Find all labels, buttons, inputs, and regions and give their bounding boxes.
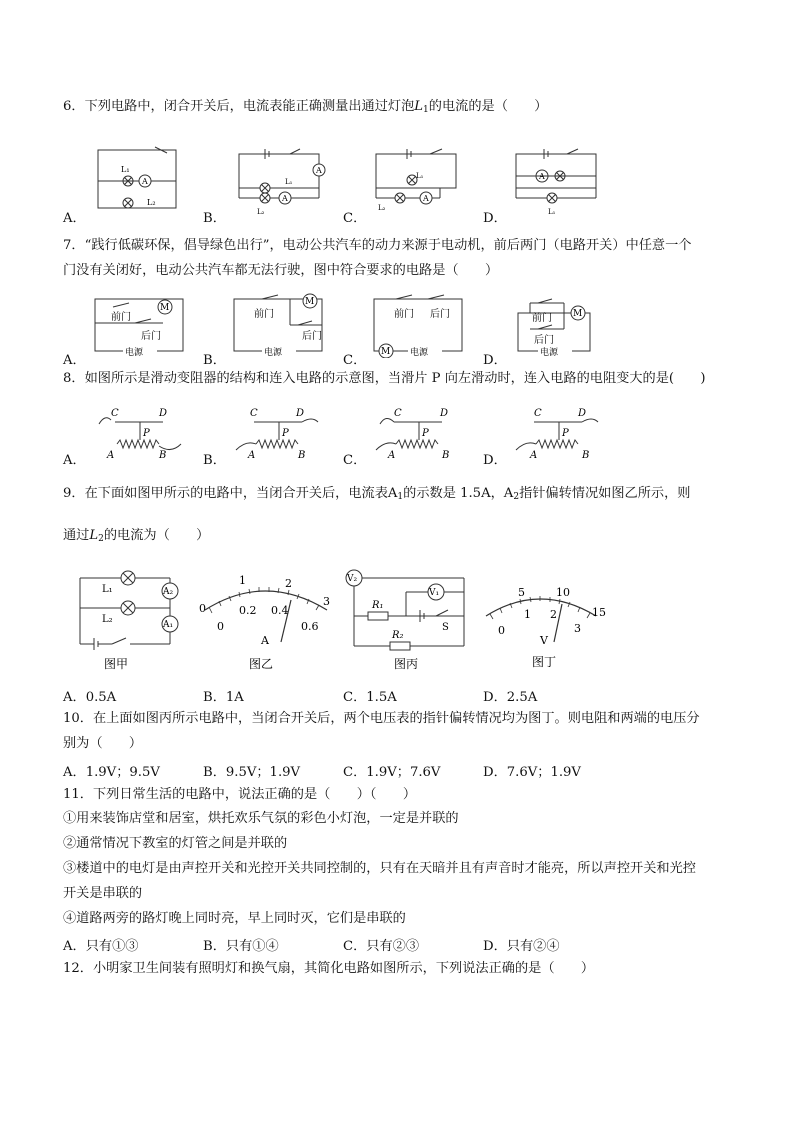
q9-jia-l2: L₂ (102, 614, 113, 625)
q7-d-front: 前门 (532, 313, 552, 324)
q9-option-a[interactable]: A．0.5A (63, 690, 117, 705)
svg-text:A: A (423, 194, 429, 203)
q7-d-motor: M (573, 309, 583, 319)
q9-ding-top-0: 5 (518, 586, 525, 599)
svg-text:L₂: L₂ (147, 198, 156, 207)
svg-text:A: A (539, 172, 545, 181)
q7-option-c[interactable]: C． (343, 353, 367, 368)
q7-circuit-d (512, 293, 612, 358)
q8-stem: 8．如图所示是滑动变阻器的结构和连入电路的示意图，当滑片 P 向左滑动时，连入电路的电阻变大的是( ) (63, 371, 706, 386)
q9-yi-bot-0: 0 (217, 620, 224, 633)
q8-c-c: C (394, 408, 402, 419)
q9-bing-v2: V₂ (347, 574, 358, 584)
q7-b-power: 电源 (264, 348, 283, 358)
q8-d-d: D (578, 408, 587, 419)
q6-text-post: 的电流的是（ ） (428, 99, 548, 114)
q6-circuit-d (512, 148, 607, 218)
q9-ding-bot-0: 0 (498, 624, 505, 637)
q11-item-3: ③楼道中的电灯是由声控开关和光控开关共同控制的，只有在天暗并且有声音时才能亮，所以声控开关和光控 (63, 861, 696, 876)
q8-d-a: A (530, 450, 538, 461)
q9-bing-v1: V₁ (429, 588, 440, 598)
q8-c-p: P (422, 428, 429, 439)
q9-stem-line1 (63, 485, 691, 506)
q9-ding-bot-3: 3 (574, 622, 581, 635)
q8-d-c: C (534, 408, 542, 419)
q12-stem: 12．小明家卫生间装有照明灯和换气扇，其简化电路如图所示，下列说法正确的是（ ） (63, 961, 595, 976)
q9-fig-yi (195, 572, 340, 676)
q10-option-d[interactable]: D．7.6V；1.9V (483, 765, 581, 780)
q11-item-1: ①用来装饰店堂和居室，烘托欢乐气氛的彩色小灯泡，一定是并联的 (63, 811, 459, 826)
q9-ding-unit: V (540, 634, 548, 647)
q9-bing-s: S (442, 622, 449, 633)
q10-option-a[interactable]: A．1.9V；9.5V (63, 765, 160, 780)
q9-text-pre: 9．在下面如图甲所示的电路中，当闭合开关后，电流表 (63, 486, 388, 501)
q9-yi-bot-1: 0.2 (239, 604, 257, 617)
q8-rheostat-a (93, 402, 193, 462)
q9-line2-post: 的电流为（ ） (103, 528, 210, 543)
svg-text:A: A (142, 177, 148, 186)
q9-l2: L (89, 528, 99, 543)
q6-circuit-a (95, 145, 185, 215)
q8-b-c: C (250, 408, 258, 419)
q6-circuit-b (235, 148, 330, 218)
q11-item-2: ②通常情况下教室的灯管之间是并联的 (63, 836, 288, 851)
q9-a2: A (503, 486, 514, 501)
q9-jia-a2: A₂ (163, 587, 174, 597)
q9-line2-pre: 通过 (63, 528, 90, 543)
q11-option-d[interactable]: D．只有②④ (483, 939, 560, 954)
q8-a-d: D (159, 408, 168, 419)
q9-caption-yi: 图乙 (249, 657, 274, 671)
q9-ding-bot-2: 2 (550, 608, 557, 621)
q7-option-a[interactable]: A． (63, 353, 86, 368)
q9-yi-top-0: 0 (199, 602, 206, 615)
q6-option-b[interactable]: B． (203, 211, 226, 226)
q8-b-a: A (248, 450, 256, 461)
q7-b-front: 前门 (254, 309, 274, 320)
q11-option-c[interactable]: C．只有②③ (343, 939, 420, 954)
q7-circuit-b (232, 293, 332, 358)
q10-option-c[interactable]: C．1.9V；7.6V (343, 765, 441, 780)
q9-yi-top-1: 1 (239, 574, 246, 587)
q9-yi-top-2: 2 (285, 577, 292, 590)
q8-rheostat-d (512, 402, 612, 462)
q11-stem: 11．下列日常生活的电路中，说法正确的是（ ）（ ） (63, 787, 417, 802)
svg-text:A: A (282, 194, 288, 203)
q11-item-4: ④道路两旁的路灯晚上同时亮，早上同时灭，它们是串联的 (63, 911, 406, 926)
q8-option-b[interactable]: B． (203, 453, 226, 468)
q9-option-b[interactable]: B．1A (203, 690, 244, 705)
q9-ding-top-1: 10 (556, 586, 570, 599)
svg-text:L₁: L₁ (285, 178, 293, 186)
q7-d-power: 电源 (540, 348, 559, 358)
q8-rheostat-c (372, 402, 472, 462)
q8-a-b: B (159, 450, 167, 461)
q11-item-3-cont: 开关是串联的 (63, 886, 143, 901)
q11-option-b[interactable]: B．只有①④ (203, 939, 279, 954)
q9-a2-sub: 2 (513, 492, 520, 502)
q6-sub: 1 (423, 105, 429, 115)
svg-text:L₂: L₂ (257, 208, 265, 216)
svg-text:L₁: L₁ (121, 165, 130, 174)
q9-caption-ding: 图丁 (532, 655, 557, 669)
q8-option-d[interactable]: D． (483, 453, 507, 468)
q7-c-front: 前门 (394, 309, 414, 320)
q10-stem-line2: 别为（ ） (63, 736, 143, 751)
q7-a-power: 电源 (125, 348, 144, 358)
q9-option-c[interactable]: C．1.5A (343, 690, 397, 705)
q7-option-b[interactable]: B． (203, 353, 226, 368)
q9-a1-sub: 1 (397, 492, 404, 502)
svg-text:A: A (316, 166, 322, 175)
q7-a-back: 后门 (141, 331, 161, 342)
q6-option-d[interactable]: D． (483, 211, 507, 226)
q7-b-back: 后门 (302, 331, 322, 342)
q7-a-front: 前门 (111, 312, 131, 323)
q9-bing-r1: R₁ (372, 600, 384, 611)
q6-option-a[interactable]: A． (63, 211, 86, 226)
q9-text-mid: 的示数是 1.5A， (403, 486, 504, 501)
q8-a-p: P (143, 428, 150, 439)
q9-fig-ding (478, 582, 608, 677)
q6-option-c[interactable]: C． (343, 211, 367, 226)
q6-stem (63, 98, 547, 119)
q8-c-d: D (440, 408, 449, 419)
q7-b-motor: M (305, 297, 315, 307)
q7-option-d[interactable]: D． (483, 353, 507, 368)
q8-option-c[interactable]: C． (343, 453, 367, 468)
q9-jia-l1: L₁ (102, 584, 113, 595)
q10-option-b[interactable]: B．9.5V；1.9V (203, 765, 301, 780)
q8-rheostat-b (232, 402, 332, 462)
q8-d-b: B (582, 450, 590, 461)
q7-stem-line1: 7．“践行低碳环保，倡导绿色出行”，电动公共汽车的动力来源于电动机，前后两门（电路开关）中任意一个 (63, 238, 692, 253)
q8-b-p: P (282, 428, 289, 439)
q9-yi-bot-3: 0.6 (301, 620, 319, 633)
q9-stem-line2 (63, 527, 209, 548)
q8-b-d: D (296, 408, 305, 419)
q8-d-p: P (562, 428, 569, 439)
q9-yi-unit: A (261, 634, 269, 647)
q9-a1: A (387, 486, 398, 501)
q10-stem-line1: 10．在上面如图丙所示电路中，当闭合开关后，两个电压表的指针偏转情况均为图丁。则电阻和两端的电压分 (63, 711, 700, 726)
q9-caption-bing: 图丙 (394, 657, 419, 671)
q6-var: L (414, 99, 424, 114)
q8-b-b: B (298, 450, 306, 461)
q9-yi-top-3: 3 (323, 595, 330, 608)
q8-a-a: A (107, 450, 115, 461)
q7-c-back: 后门 (430, 309, 450, 320)
q9-text-post: 指针偏转情况如图乙所示，则 (519, 486, 691, 501)
q6-circuit-c (372, 148, 467, 218)
q7-stem-line2: 门没有关闭好，电动公共汽车都无法行驶，图中符合要求的电路是（ ） (63, 263, 499, 278)
q9-fig-bing (344, 566, 474, 676)
q9-ding-bot-1: 1 (524, 608, 531, 621)
q8-c-a: A (388, 450, 396, 461)
q8-a-c: C (111, 408, 119, 419)
q9-option-d[interactable]: D．2.5A (483, 690, 538, 705)
q8-c-b: B (442, 450, 450, 461)
q9-bing-r2: R₂ (392, 630, 404, 641)
q9-ding-top-2: 15 (592, 606, 606, 619)
q7-a-motor: M (160, 303, 170, 313)
q7-c-power: 电源 (410, 348, 429, 358)
q7-d-back: 后门 (534, 335, 554, 346)
q11-option-a[interactable]: A．只有①③ (63, 939, 139, 954)
q8-option-a[interactable]: A． (63, 453, 86, 468)
q9-yi-bot-2: 0.4 (271, 604, 289, 617)
q7-circuit-a (93, 293, 193, 358)
q9-l2-sub: 2 (98, 534, 104, 544)
q6-text: 6．下列电路中，闭合开关后，电流表能正确测量出通过灯泡 (63, 99, 415, 114)
svg-text:L₁: L₁ (548, 208, 556, 216)
q7-circuit-c (372, 293, 472, 358)
svg-text:L₁: L₁ (416, 172, 424, 180)
q7-c-motor: M (381, 347, 391, 357)
q9-jia-a1: A₁ (163, 620, 174, 630)
svg-text:L₂: L₂ (378, 204, 386, 212)
q9-caption-jia: 图甲 (104, 657, 129, 671)
q9-fig-jia (70, 566, 190, 676)
